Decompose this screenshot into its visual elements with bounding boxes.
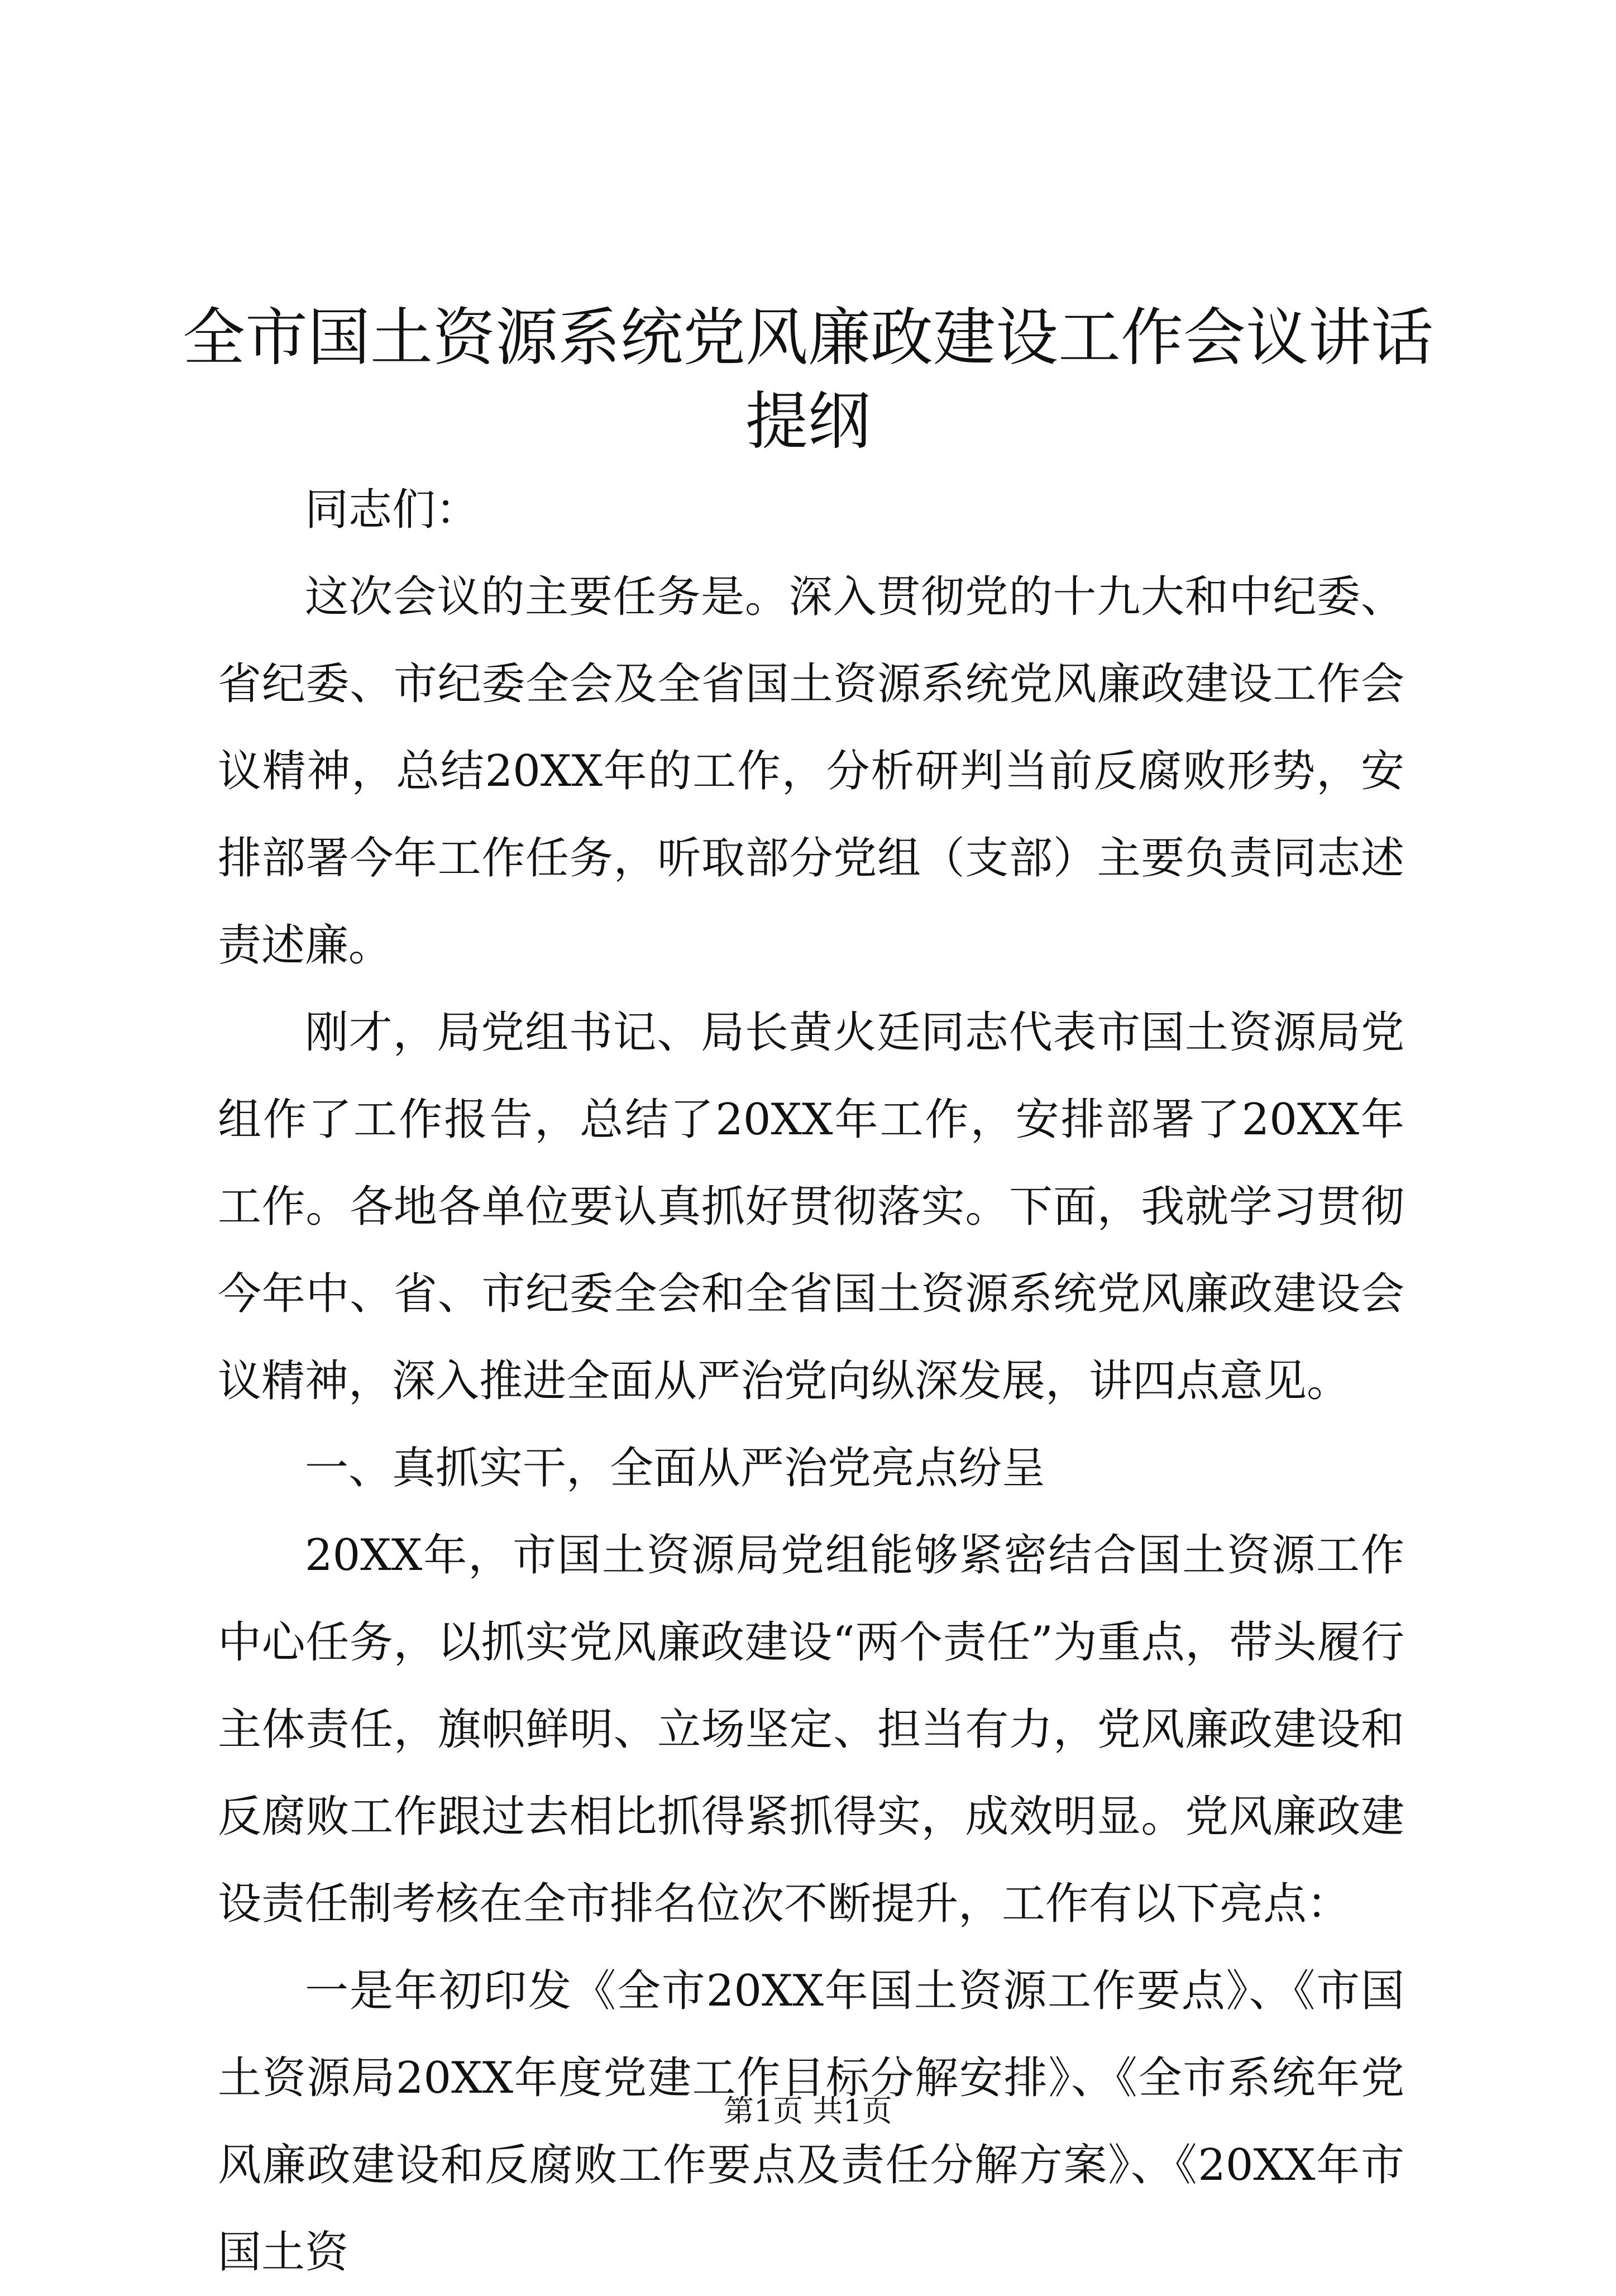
body-paragraph: 一是年初印发《全市20XX年国土资源工作要点》、《市国土资源局20XX年度党建工作目标分解安排》、《全市系统年党风廉政建设和反腐败工作要点及责任分解方案》、《20XX年市国土资: [218, 1966, 1404, 2278]
document-title: 全市国土资源系统党风廉政建设工作会议讲话提纲: [183, 302, 1433, 459]
page-footer: 第1页 共1页: [724, 2093, 892, 2128]
body-paragraph: 刚才，局党组书记、局长黄火廷同志代表市国土资源局党组作了工作报告，总结了20XX年工作，安排部署了20XX年工作。各地各单位要认真抓好贯彻落实。下面，我就学习贯彻今年中、省、市纪委全会和全省国土资源系统党风廉政建设会议精神，深入推进全面从严治党向纵深发展，讲四点意见。: [218, 1008, 1404, 1406]
salutation: 同志们：: [305, 485, 480, 535]
body-paragraph: 20XX年，市国土资源局党组能够紧密结合国土资源工作中心任务，以抓实党风廉政建设“两个责任”为重点，带头履行主体责任，旗帜鲜明、立场坚定、担当有力，党风廉政建设和反腐败工作跟过去相比抓得紧抓得实，成效明显。党风廉政建设责任制考核在全市排名位次不断提升，工作有以下亮点：: [218, 1530, 1404, 1929]
body-paragraph: 这次会议的主要任务是。深入贯彻党的十九大和中纪委、省纪委、市纪委全会及全省国土资源系统党风廉政建设工作会议精神，总结20XX年的工作，分析研判当前反腐败形势，安排部署今年工作任务，听取部分党组（支部）主要负责同志述责述廉。: [218, 572, 1404, 971]
section-heading: 一、真抓实干，全面从严治党亮点纷呈: [305, 1443, 1046, 1493]
document-body: [218, 466, 1404, 2296]
